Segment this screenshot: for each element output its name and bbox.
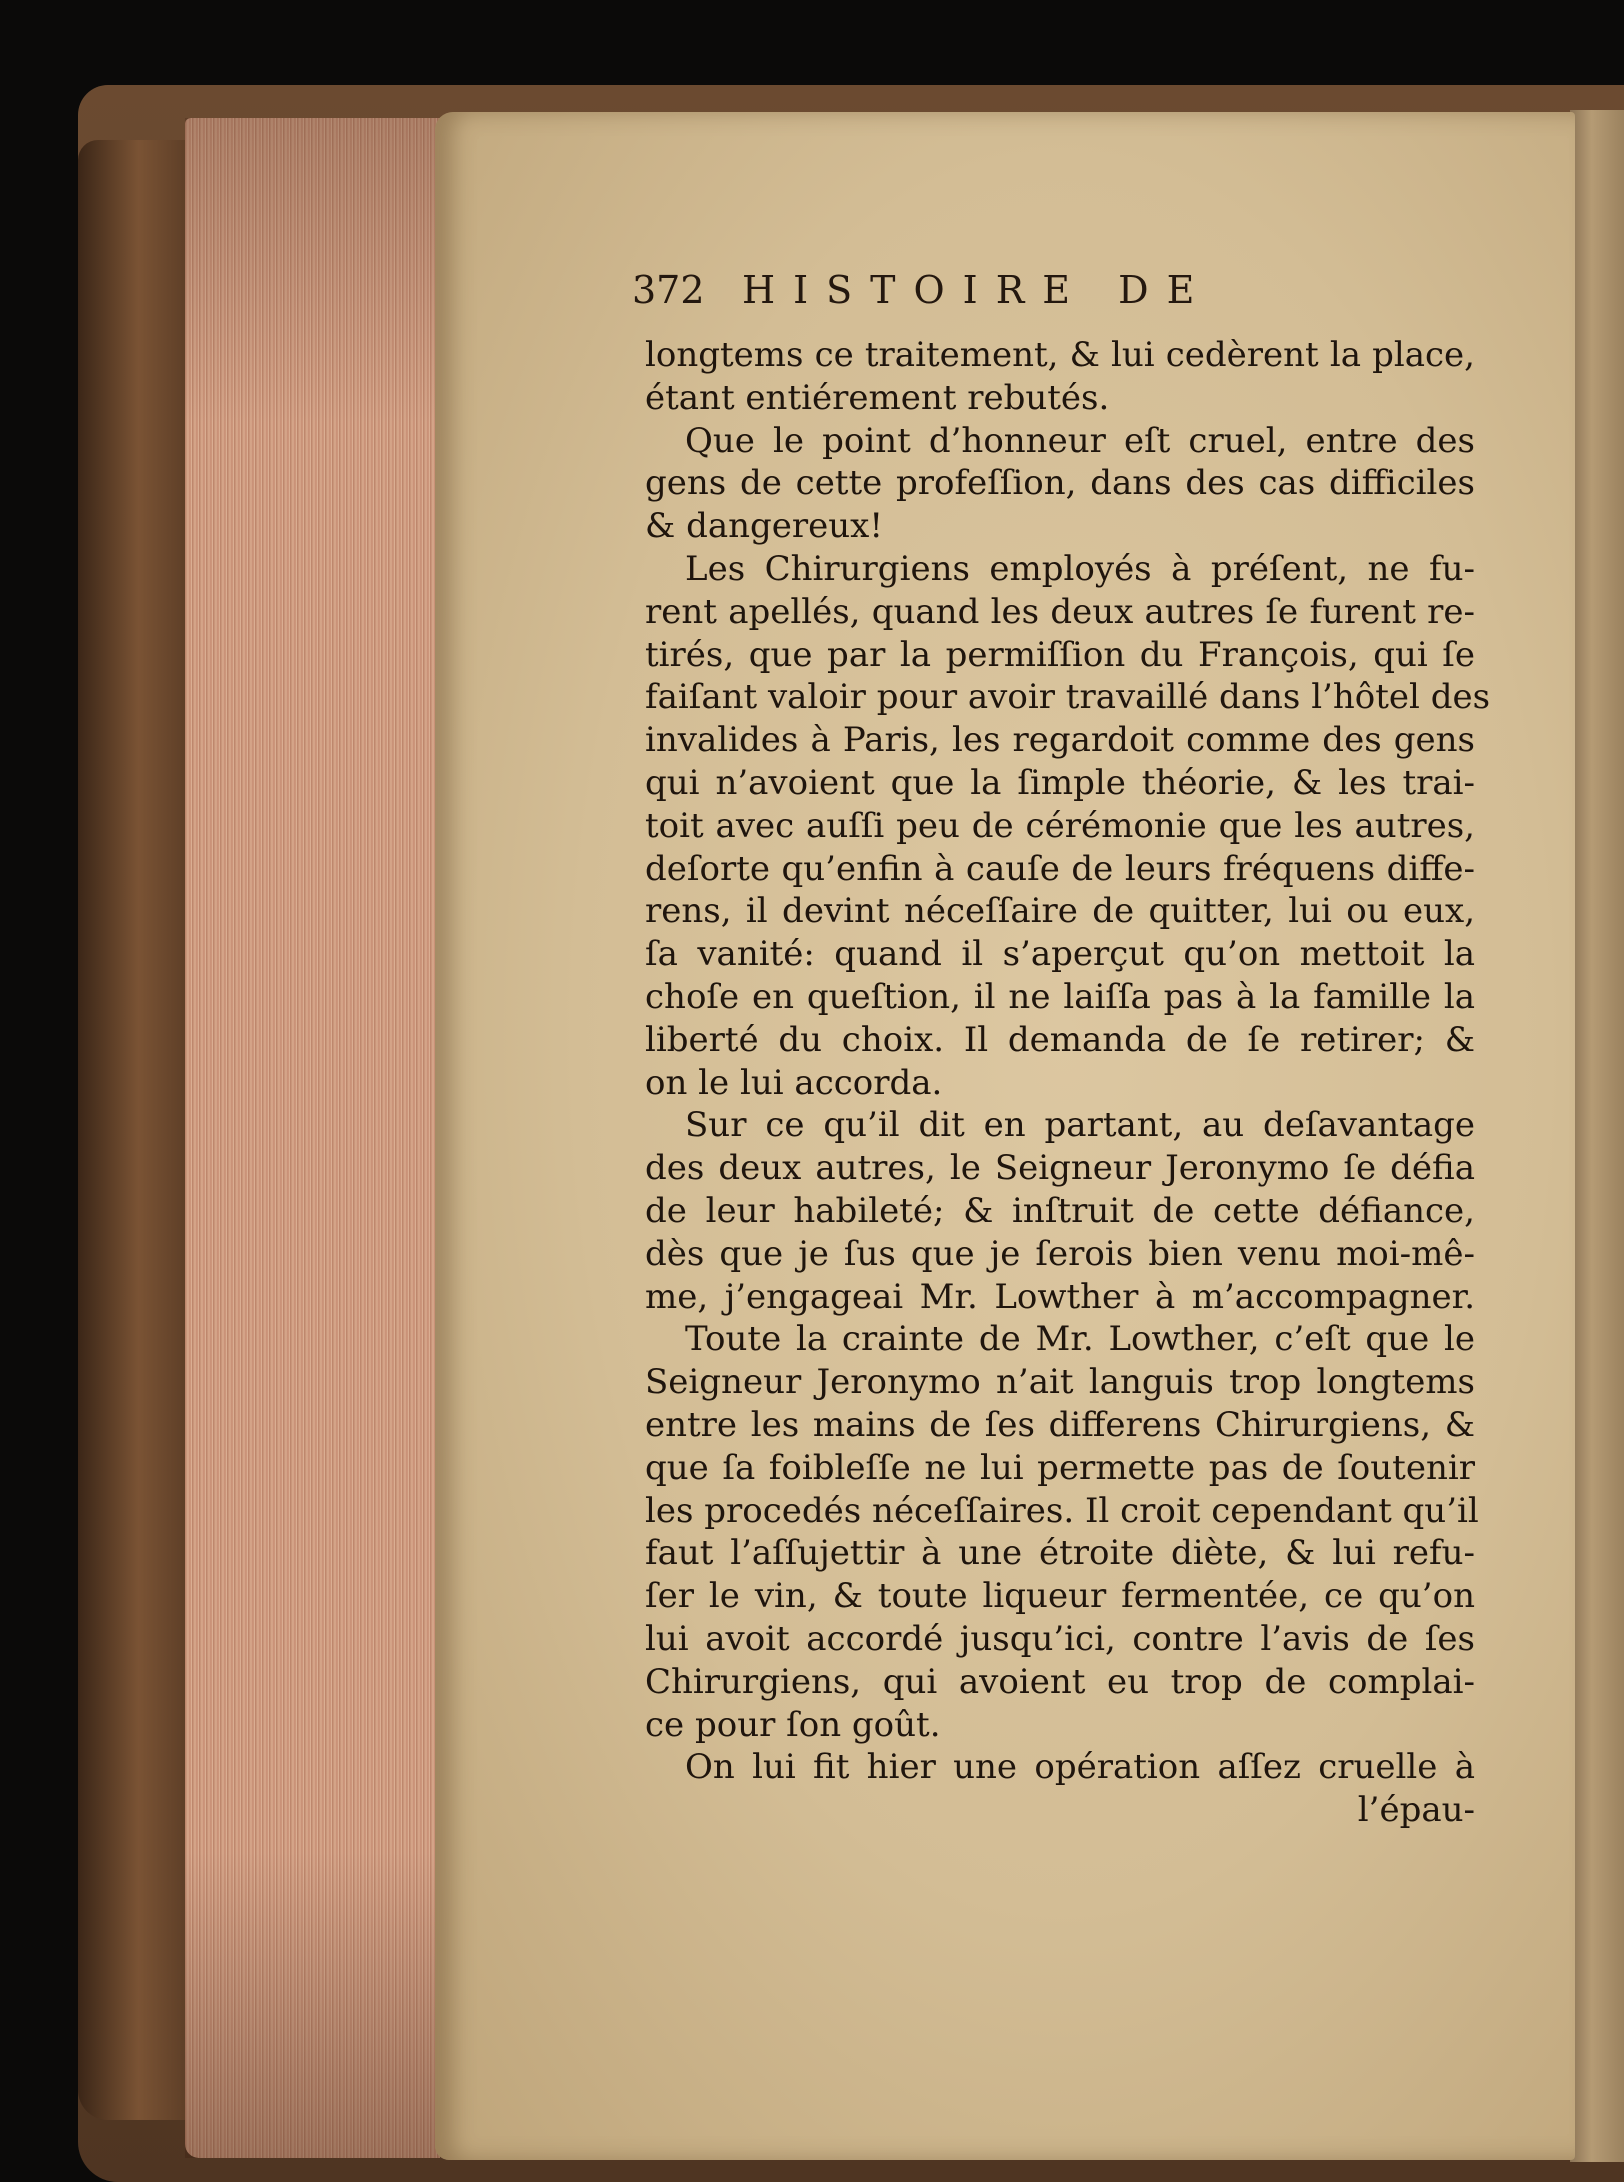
text-line: On lui fit hier une opération aſſez cruelle à [685,1747,1475,1788]
text-line: des deux autres, le Seigneur Jeronymo ſe défia [645,1148,1475,1189]
text-line: Seigneur Jeronymo n’ait languis trop longtems [645,1362,1475,1403]
text-line: que ſa foibleſſe ne lui permette pas de ſoutenir [645,1447,1475,1488]
text-line: Les Chirurgiens employés à préſent, ne fu- [685,548,1475,589]
running-head [632,268,1452,328]
text-line: entre les mains de ſes differens Chirurgiens, & [645,1404,1475,1445]
text-line: me, j’engageai Mr. Lowther à m’accompagner. [645,1276,1475,1317]
text-line: ſer le vin, & toute liqueur fermentée, ce qu’on [645,1576,1475,1617]
text-line: rens, il devint néceſſaire de quitter, lui ou eux, [645,891,1475,932]
text-line: liberté du choix. Il demanda de ſe retirer; & [645,1019,1475,1060]
text-line: faut l’aſſujettir à une étroite diète, & lui refu- [645,1533,1475,1574]
text-line: dès que je ſus que je ſerois bien venu moi-mê- [645,1233,1475,1274]
text-line: rent apellés, quand les deux autres ſe furent re- [645,591,1475,632]
text-line: tirés, que par la permiſſion du François, qui ſe [645,634,1475,675]
body-text [645,334,1491,1832]
text-line: faiſant valoir pour avoir travaillé dans l’hôtel des [645,677,1491,718]
text-line: de leur habileté; & inſtruit de cette défiance, [645,1190,1475,1231]
text-line: étant entiérement rebutés. [645,377,1110,418]
text-line: qui n’avoient que la ſimple théorie, & les trai- [645,762,1475,803]
text-line: invalides à Paris, les regardoit comme des gens [645,720,1475,761]
text-line: longtems ce traitement, & lui cedèrent la place, [645,335,1475,375]
text-line: Sur ce qu’il dit en partant, au deſavantage [685,1105,1475,1146]
page-number: 372 [632,268,705,312]
book-spine-leather [78,140,188,2120]
text-line: Que le point d’honneur eſt cruel, entre des [685,420,1475,461]
text-line: & dangereux! [645,506,883,547]
facing-page-gutter [1570,110,1624,2162]
page-edges [185,118,440,2158]
catchword: l’épau- [1357,1790,1475,1831]
text-line: deſorte qu’enfin à cauſe de leurs fréquens diffe- [645,848,1475,889]
running-head-title: HISTOIRE DE [742,268,1213,312]
text-line: Chirurgiens, qui avoient eu trop de complai- [645,1661,1475,1702]
text-line: les procedés néceſſaires. Il croit cependant qu’il [645,1490,1479,1531]
text-line: gens de cette profeſſion, dans des cas difficiles [645,463,1475,504]
text-line: ce pour ſon goût. [645,1704,941,1745]
text-line: lui avoit accordé jusqu’ici, contre l’avis de ſes [645,1618,1475,1659]
text-line: toit avec auſſi peu de cérémonie que les autres, [645,805,1475,846]
text-line: on le lui accorda. [645,1062,943,1103]
text-line: Toute la crainte de Mr. Lowther, c’eſt que le [685,1319,1475,1360]
text-line: ſa vanité: quand il s’aperçut qu’on mettoit la [645,934,1475,975]
text-line: choſe en queſtion, il ne laiſſa pas à la famille la [645,976,1475,1017]
